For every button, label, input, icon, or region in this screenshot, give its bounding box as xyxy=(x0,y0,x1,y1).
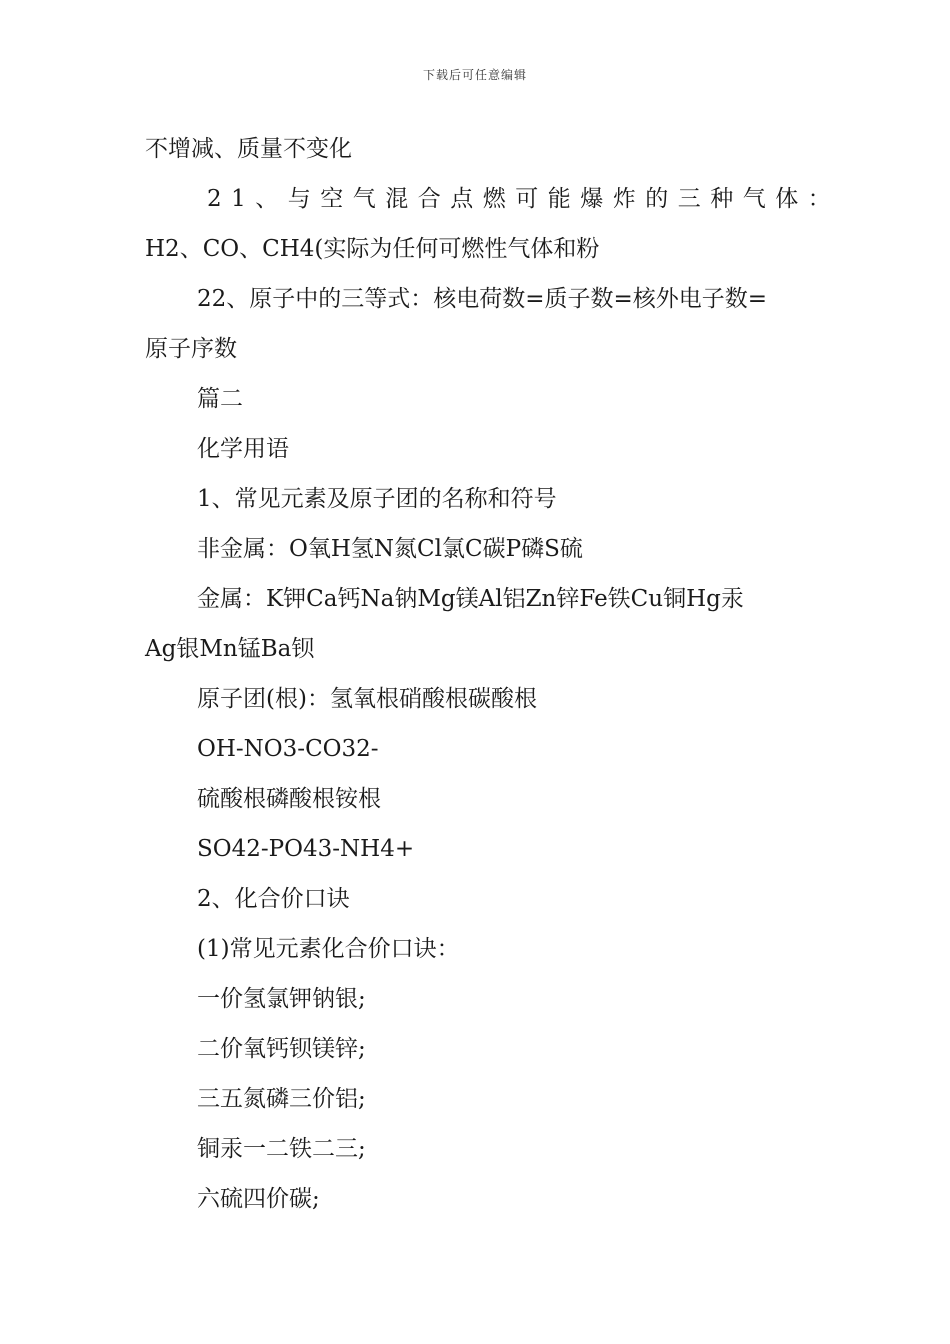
text-line: 非金属：O氧H氢N氮Cl氯C碳P磷S硫 xyxy=(197,536,583,562)
text-line: 22、原子中的三等式：核电荷数=质子数=核外电子数= xyxy=(197,286,768,312)
text-line: 1、常见元素及原子团的名称和符号 xyxy=(197,486,557,512)
text-line: 六硫四价碳; xyxy=(197,1186,320,1212)
text-line: 二价氧钙钡镁锌; xyxy=(197,1036,366,1062)
text-line: OH-NO3-CO32- xyxy=(197,736,379,762)
text-line: SO42-PO43-NH4+ xyxy=(197,836,415,862)
text-line: Ag银Mn锰Ba钡 xyxy=(145,636,315,662)
text-line: 金属：K钾Ca钙Na钠Mg镁Al铝Zn锌Fe铁Cu铜Hg汞 xyxy=(197,586,744,612)
text-line: 原子团(根)：氢氧根硝酸根碳酸根 xyxy=(197,686,537,712)
text-line: (1)常见元素化合价口诀： xyxy=(197,936,460,962)
section-heading: 篇二 xyxy=(197,386,243,412)
page-header: 下载后可任意编辑 xyxy=(422,68,527,82)
document-body xyxy=(145,124,841,1224)
text-line: 硫酸根磷酸根铵根 xyxy=(197,786,381,812)
text-line: 一价氢氯钾钠银; xyxy=(197,986,366,1012)
text-line: 21、与空气混合点燃可能爆炸的三种气体： xyxy=(207,186,841,212)
text-line: 三五氮磷三价铝; xyxy=(197,1086,366,1112)
text-line: 不增减、质量不变化 xyxy=(145,136,352,162)
text-line: 原子序数 xyxy=(145,336,237,362)
section-heading: 化学用语 xyxy=(197,436,289,462)
text-line: H2、CO、CH4(实际为任何可燃性气体和粉 xyxy=(145,236,600,262)
text-line: 铜汞一二铁二三; xyxy=(197,1136,366,1162)
text-line: 2、化合价口诀 xyxy=(197,886,350,912)
